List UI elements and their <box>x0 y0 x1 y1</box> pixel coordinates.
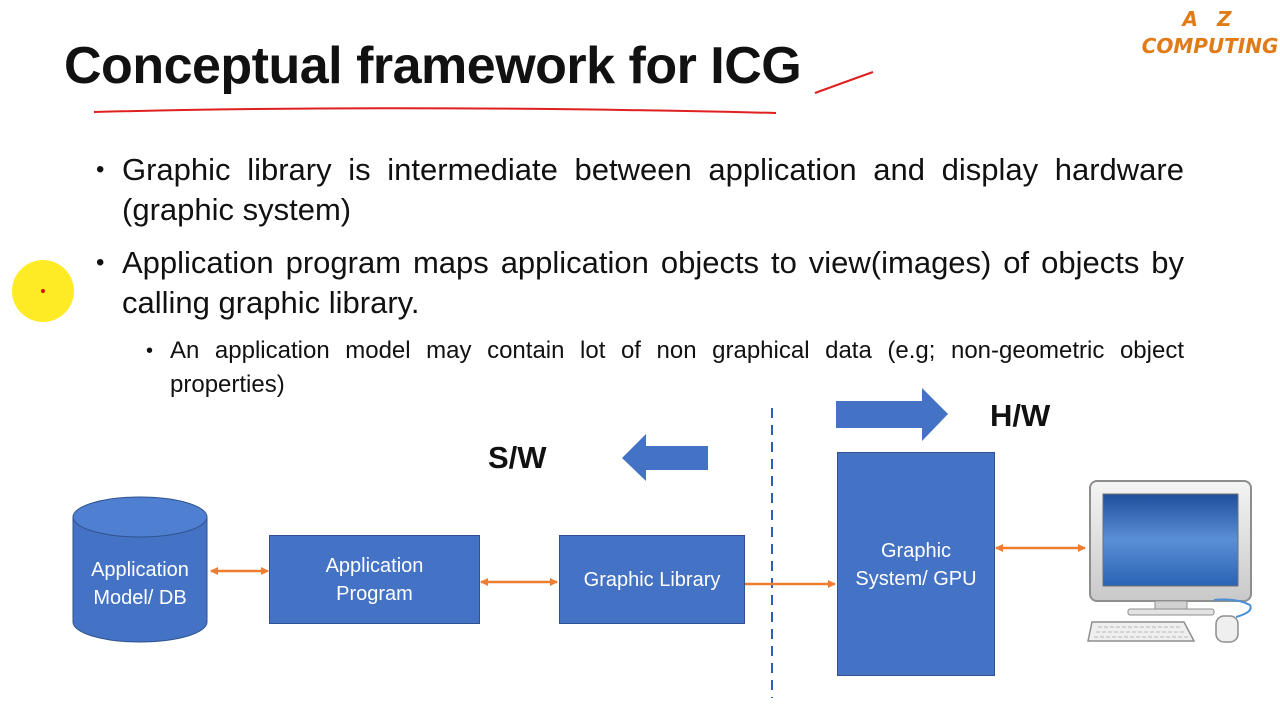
cursor-highlight <box>12 260 74 322</box>
software-label: S/W <box>488 440 547 475</box>
title-tick-mark <box>815 72 873 93</box>
title-underline <box>94 108 776 113</box>
graphic-system-label: Graphic System/ GPU <box>855 540 977 590</box>
hardware-label: H/W <box>990 398 1051 433</box>
software-arrow <box>622 434 708 481</box>
graphic-library-label: Graphic Library <box>583 568 721 591</box>
bullet-item: • Graphic library is intermediate between application and display hardware (graphic system) <box>96 150 1184 230</box>
application-program-box <box>269 535 480 624</box>
sub-bullet-item: • An application model may contain lot of non graphical data (e.g; non-geometric object properties) <box>146 334 1184 402</box>
graphic-system-box <box>837 452 995 676</box>
brand-line-2: COMPUTING <box>1141 34 1279 58</box>
application-model-label: Application Model/ DB <box>91 559 189 609</box>
computer-monitor-icon <box>1088 481 1251 642</box>
bullet-item: • Application program maps application objects to view(images) of objects by calling graphic library. <box>96 243 1184 323</box>
application-program-label: Application Program <box>325 554 424 605</box>
page-title: Conceptual framework for ICG <box>64 37 802 95</box>
brand-line-1: A Z <box>1182 7 1238 31</box>
hardware-arrow <box>836 388 948 441</box>
graphic-library-box <box>559 535 745 624</box>
